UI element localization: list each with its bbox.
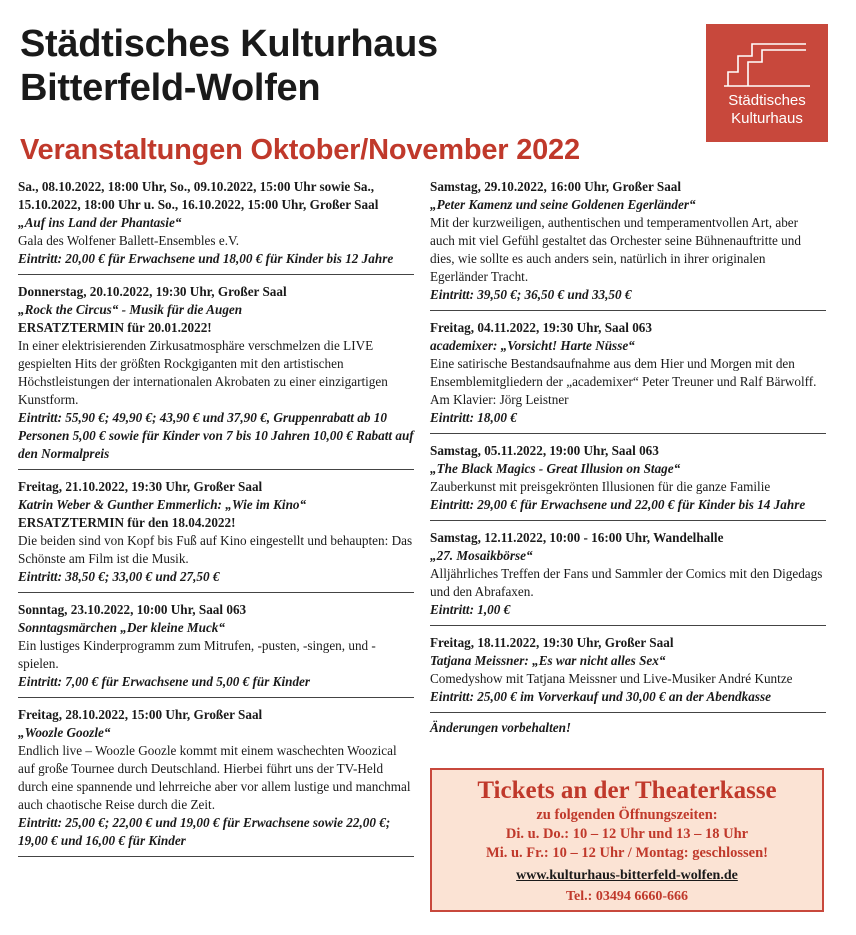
event-title: „Auf ins Land der Phantasie“ [18, 215, 182, 230]
building-outline-icon [724, 36, 810, 90]
title-line-1: Städtisches Kulturhaus [20, 23, 438, 65]
event-description: Mit der kurzweiligen, authentischen und temperamentvollen Art, aber auch mit viel Gefühl gestaltet das Orchester seine Bühnenauftritte und dies, wie sollte es auch anders sein, natürlich in ihrer originalen Egerländer Tracht. [430, 215, 801, 284]
event-title: Katrin Weber & Gunther Emmerlich: „Wie im Kino“ [18, 497, 307, 512]
event-title: academixer: „Vorsicht! Harte Nüsse“ [430, 338, 635, 353]
event-entry [18, 478, 414, 593]
event-price: Eintritt: 20,00 € für Erwachsene und 18,00 € für Kinder bis 12 Jahre [18, 251, 394, 266]
event-title: „Rock the Circus“ - Musik für die Augen [18, 302, 243, 317]
event-price: Eintritt: 39,50 €; 36,50 € und 33,50 € [430, 287, 632, 302]
event-description: Die beiden sind von Kopf bis Fuß auf Kino eingestellt und behaupten: Das Schönste am Film ist die Musik. [18, 533, 413, 566]
event-description: Gala des Wolfener Ballett-Ensembles e.V. [18, 233, 240, 248]
event-title: Tatjana Meissner: „Es war nicht alles Sex“ [430, 653, 666, 668]
event-description: Endlich live – Woozle Goozle kommt mit einem waschechten Woozical auf große Tournee durch Deutschland. Hierbei führt uns der TV-Held durch eine spannende und lehrreiche aber vor allem lustige und manchmal auch chaotische Reise durch die Zeit. [18, 743, 411, 812]
event-description: Ein lustiges Kinderprogramm zum Mitrufen, -pusten, -singen, und -spielen. [18, 638, 376, 671]
opening-hours-label: zu folgenden Öffnungszeiten: [536, 807, 718, 823]
event-description: Comedyshow mit Tatjana Meissner und Live-Musiker André Kuntze [430, 671, 793, 686]
title-line-2: Bitterfeld-Wolfen [20, 67, 321, 109]
event-price: Eintritt: 1,00 € [430, 602, 511, 617]
event-entry [430, 319, 826, 434]
event-description: Eine satirische Bestandsaufnahme aus dem Hier und Morgen mit den Ensemblemitgliedern der „academixer“ Peter Treuner und Ralf Bärwolff. Am Klavier: Jörg Leistner [430, 356, 817, 407]
opening-hours-wed-fri: Mi. u. Fr.: 10 – 12 Uhr / Montag: geschlossen! [486, 845, 768, 861]
event-entry [430, 178, 826, 311]
event-description: Zauberkunst mit preisgekrönten Illusionen für die ganze Familie [430, 479, 771, 494]
event-date: Freitag, 18.11.2022, 19:30 Uhr, Großer Saal [430, 635, 674, 650]
events-column-left [18, 178, 414, 865]
event-replacement-note: ERSATZTERMIN für 20.01.2022! [18, 320, 212, 335]
event-price: Eintritt: 29,00 € für Erwachsene und 22,00 € für Kinder bis 14 Jahre [430, 497, 806, 512]
event-price: Eintritt: 25,00 €; 22,00 € und 19,00 € für Erwachsene sowie 22,00 €; 19,00 € und 16,00 € für Kinder [18, 815, 391, 848]
event-title: Sonntagsmärchen „Der kleine Muck“ [18, 620, 225, 635]
changes-reserved-note: Änderungen vorbehalten! [430, 720, 572, 735]
event-title: „Woozle Goozle“ [18, 725, 111, 740]
event-price: Eintritt: 55,90 €; 49,90 €; 43,90 € und 37,90 €, Gruppenrabatt ab 10 Personen 5,00 € sowie für Kinder von 7 bis 10 Jahren 10,00 € Rabatt auf den Normalpreis [18, 410, 414, 461]
page-subtitle: Veranstaltungen Oktober/November 2022 [20, 134, 580, 166]
event-title: „27. Mosaikbörse“ [430, 548, 533, 563]
events-column-right [430, 178, 826, 737]
page-title [20, 22, 438, 110]
event-price: Eintritt: 18,00 € [430, 410, 517, 425]
event-description: Alljährliches Treffen der Fans und Sammler der Comics mit den Digedags und den Abrafaxen. [430, 566, 823, 599]
event-entry [18, 601, 414, 698]
event-title: „Peter Kamenz und seine Goldenen Egerländer“ [430, 197, 696, 212]
event-entry [430, 442, 826, 521]
kulturhaus-logo [706, 24, 828, 142]
event-date: Samstag, 29.10.2022, 16:00 Uhr, Großer Saal [430, 179, 682, 194]
event-entry [430, 529, 826, 626]
event-date: Sa., 08.10.2022, 18:00 Uhr, So., 09.10.2022, 15:00 Uhr sowie Sa., 15.10.2022, 18:00 Uhr u. So., 16.10.2022, 15:00 Uhr, Großer Saal [18, 179, 379, 212]
website-link[interactable]: www.kulturhaus-bitterfeld-wolfen.de [516, 868, 738, 883]
event-date: Freitag, 28.10.2022, 15:00 Uhr, Großer Saal [18, 707, 263, 722]
event-date: Samstag, 05.11.2022, 19:00 Uhr, Saal 063 [430, 443, 659, 458]
event-price: Eintritt: 7,00 € für Erwachsene und 5,00 € für Kinder [18, 674, 311, 689]
event-date: Freitag, 21.10.2022, 19:30 Uhr, Großer Saal [18, 479, 263, 494]
phone-number: Tel.: 03494 6660-666 [566, 889, 688, 904]
event-price: Eintritt: 38,50 €; 33,00 € und 27,50 € [18, 569, 220, 584]
event-date: Donnerstag, 20.10.2022, 19:30 Uhr, Großer Saal [18, 284, 287, 299]
event-entry [430, 634, 826, 713]
event-date: Sonntag, 23.10.2022, 10:00 Uhr, Saal 063 [18, 602, 247, 617]
event-entry [18, 706, 414, 857]
logo-text: Städtisches Kulturhaus [728, 92, 806, 127]
event-date: Freitag, 04.11.2022, 19:30 Uhr, Saal 063 [430, 320, 652, 335]
event-description: In einer elektrisierenden Zirkusatmosphäre verschmelzen die LIVE gespielten Hits der größten Rockgiganten mit den artistischen Höchstleistungen der internationalen Akrobaten zu einer einzigartigen Kunstform. [18, 338, 388, 407]
ticket-info-box [430, 768, 824, 912]
opening-hours-tue-thu: Di. u. Do.: 10 – 12 Uhr und 13 – 18 Uhr [505, 826, 749, 842]
event-date: Samstag, 12.11.2022, 10:00 - 16:00 Uhr, Wandelhalle [430, 530, 724, 545]
tickets-title: Tickets an der Theaterkasse [477, 777, 777, 804]
event-entry [18, 283, 414, 470]
event-price: Eintritt: 25,00 € im Vorverkauf und 30,00 € an der Abendkasse [430, 689, 771, 704]
event-entry [18, 178, 414, 275]
event-title: „The Black Magics - Great Illusion on Stage“ [430, 461, 681, 476]
event-replacement-note: ERSATZTERMIN für den 18.04.2022! [18, 515, 236, 530]
